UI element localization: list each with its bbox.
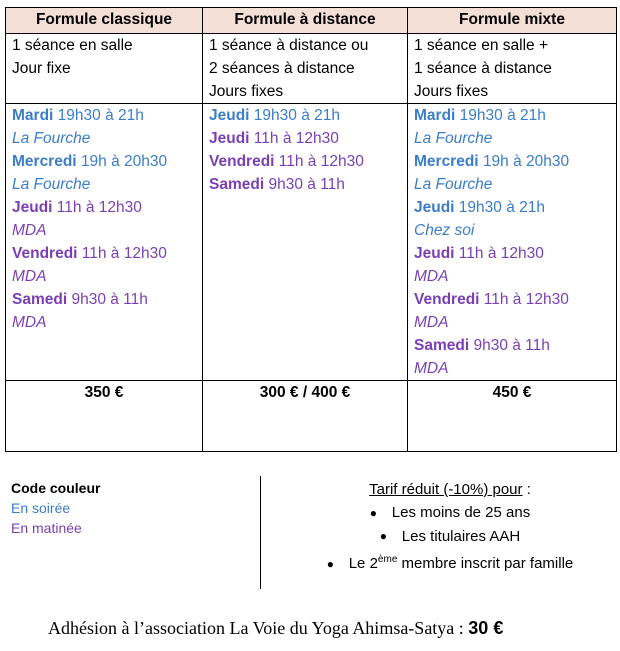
slot-day: Mercredi — [12, 153, 77, 170]
slot-day: Mercredi — [414, 153, 479, 170]
header-distance: Formule à distance — [203, 8, 408, 34]
description-classique — [6, 34, 203, 104]
slot-location: La Fourche — [12, 130, 91, 147]
schedule-slot — [414, 242, 610, 265]
schedule-slot — [209, 104, 401, 127]
slot-time: 19h à 20h30 — [80, 153, 168, 170]
slot-time: 9h30 à 11h — [71, 291, 148, 308]
price-distance: 300 € / 400 € — [203, 381, 408, 452]
reduced-rate-section — [290, 478, 610, 576]
description-row — [6, 34, 617, 104]
bullet-icon: ● — [379, 529, 388, 544]
schedule-mixte — [408, 104, 617, 381]
schedule-slot — [414, 150, 610, 173]
slot-day: Samedi — [12, 291, 68, 308]
schedule-slot — [414, 196, 610, 219]
schedule-slot — [209, 150, 401, 173]
description-line: Jour fixe — [12, 60, 71, 77]
slot-location: MDA — [414, 360, 449, 377]
legend-title: Code couleur — [11, 480, 101, 496]
schedule-slot — [12, 196, 196, 219]
slot-location: MDA — [12, 314, 47, 331]
slot-time: 19h30 à 21h — [57, 107, 144, 124]
slot-time: 19h30 à 21h — [253, 107, 340, 124]
header-mixte: Formule mixte — [408, 8, 617, 34]
slot-day: Vendredi — [209, 153, 275, 170]
description-mixte — [408, 34, 617, 104]
slot-day: Jeudi — [414, 199, 455, 216]
membership-price: 30 € — [468, 618, 504, 638]
slot-day: Samedi — [414, 337, 470, 354]
schedule-slot — [414, 104, 610, 127]
slot-location: MDA — [414, 314, 449, 331]
slot-day: Vendredi — [414, 291, 480, 308]
header-row — [6, 8, 617, 34]
slot-day: Jeudi — [12, 199, 53, 216]
slot-time: 19h30 à 21h — [458, 199, 545, 216]
schedule-slot — [12, 150, 196, 173]
slot-location: Chez soi — [414, 222, 475, 239]
list-item — [290, 548, 610, 576]
schedule-slot — [414, 334, 610, 357]
slot-time: 11h à 12h30 — [253, 130, 339, 147]
slot-location: La Fourche — [414, 130, 493, 147]
reduced-rate-list — [290, 501, 610, 576]
schedule-row — [6, 104, 617, 381]
bullet-icon: ● — [369, 505, 378, 520]
vertical-divider — [260, 476, 261, 589]
price-mixte: 450 € — [408, 381, 617, 452]
slot-day: Jeudi — [414, 245, 455, 262]
schedule-slot — [12, 288, 196, 311]
price-row — [6, 381, 617, 452]
bullet-icon: ● — [326, 556, 334, 571]
description-line: 1 séance à distance ou — [209, 37, 369, 54]
slot-location: La Fourche — [414, 176, 493, 193]
reduced-item-age: Les moins de 25 ans — [391, 504, 531, 521]
slot-time: 11h à 12h30 — [56, 199, 142, 216]
schedule-slot — [12, 104, 196, 127]
pricing-table — [5, 7, 617, 452]
slot-time: 11h à 12h30 — [278, 153, 364, 170]
reduced-rate-title-text: Tarif réduit (-10%) pour — [369, 481, 523, 498]
slot-location: La Fourche — [12, 176, 91, 193]
slot-time: 11h à 12h30 — [458, 245, 544, 262]
membership-text: Adhésion à l’association La Voie du Yoga Ahimsa-Satya : — [48, 618, 469, 638]
slot-time: 9h30 à 11h — [268, 176, 345, 193]
legend-morning: En matinée — [11, 520, 82, 536]
reduced-rate-title-colon: : — [522, 481, 531, 498]
schedule-distance — [203, 104, 408, 381]
slot-day: Vendredi — [12, 245, 78, 262]
header-classique: Formule classique — [6, 8, 203, 34]
description-line: Jours fixes — [414, 83, 489, 100]
reduced-item-aah: Les titulaires AAH — [401, 527, 521, 545]
schedule-slot — [12, 242, 196, 265]
slot-time: 11h à 12h30 — [483, 291, 569, 308]
description-distance — [203, 34, 408, 104]
schedule-slot — [209, 127, 401, 150]
slot-location: MDA — [12, 222, 47, 239]
slot-time: 19h30 à 21h — [459, 107, 546, 124]
schedule-slot — [414, 288, 610, 311]
slot-day: Jeudi — [209, 107, 250, 124]
slot-location: MDA — [414, 268, 449, 285]
reduced-item-family-sup: ème — [377, 554, 398, 566]
schedule-classique — [6, 104, 203, 381]
description-line: 1 séance en salle — [12, 37, 133, 54]
reduced-rate-title — [290, 478, 610, 501]
list-item — [290, 501, 610, 525]
slot-day: Mardi — [12, 107, 54, 124]
slot-day: Mardi — [414, 107, 456, 124]
slot-day: Jeudi — [209, 130, 250, 147]
slot-time: 11h à 12h30 — [81, 245, 167, 262]
description-line: 2 séances à distance — [209, 60, 355, 77]
slot-time: 19h à 20h30 — [482, 153, 570, 170]
list-item — [290, 525, 610, 549]
slot-time: 9h30 à 11h — [473, 337, 550, 354]
schedule-slot — [209, 173, 401, 196]
reduced-item-family-before: Le 2 — [348, 555, 378, 573]
description-line: 1 séance à distance — [414, 60, 552, 77]
price-classique: 350 € — [6, 381, 203, 452]
slot-location: MDA — [12, 268, 47, 285]
membership-fee — [48, 618, 503, 639]
description-line: 1 séance en salle + — [414, 37, 548, 54]
slot-day: Samedi — [209, 176, 265, 193]
color-legend — [11, 478, 100, 538]
legend-evening: En soirée — [11, 500, 71, 516]
reduced-item-family-after: membre inscrit par famille — [397, 555, 574, 573]
description-line: Jours fixes — [209, 83, 284, 100]
